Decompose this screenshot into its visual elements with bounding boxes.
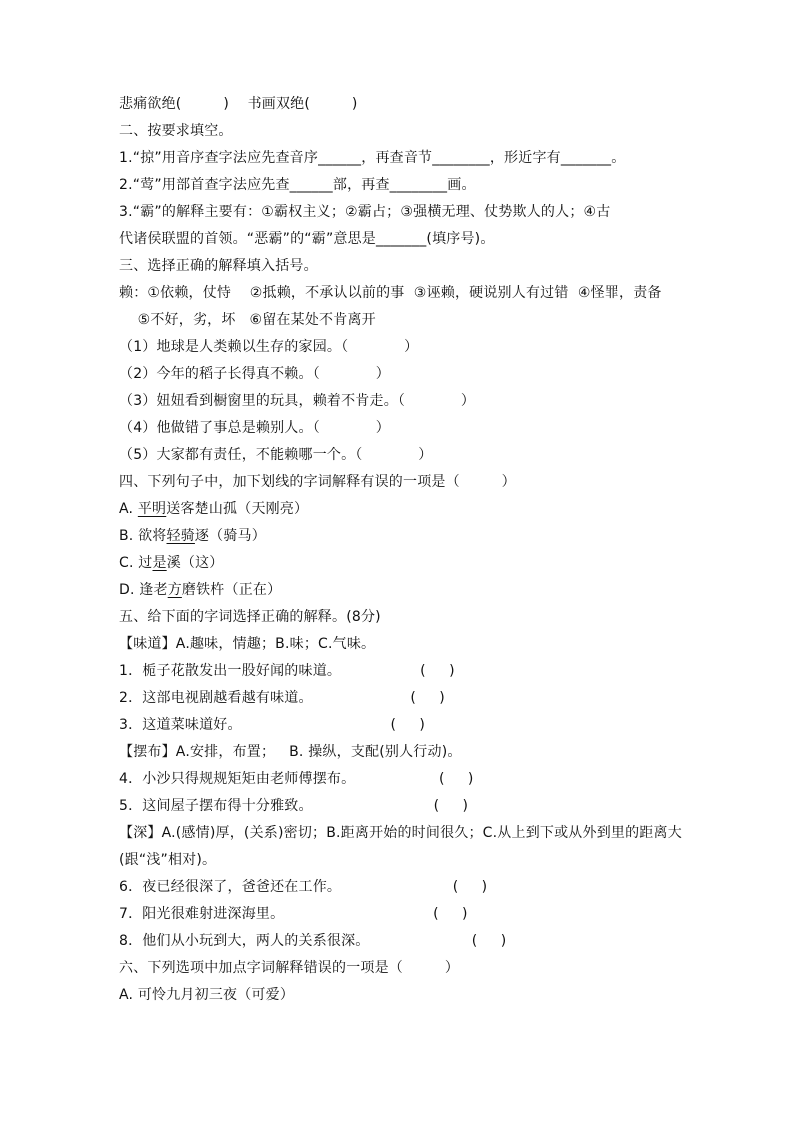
question-3-1: （1）地球是人类赖以生存的家园。（ ） — [119, 339, 419, 355]
question-2-3-part1: 3.“霸”的解释主要有：①霸权主义；②霸占；③强横无理、仗势欺人的人；④古 — [119, 204, 611, 220]
section-6-heading: 六、下列选项中加点字词解释错误的一项是（ ） — [119, 960, 460, 976]
question-5-5: 5．这间屋子摆布得十分雅致。 ( ) — [119, 798, 469, 814]
underlined-word: 是 — [152, 555, 167, 571]
option-4-c: C. 过是溪（这） — [119, 555, 224, 571]
question-2-2: 2.“莺”用部首查字法应先查______部，再查________画。 — [119, 177, 476, 193]
question-5-8: 8．他们从小玩到大，两人的关系很深。 ( ) — [119, 933, 507, 949]
question-5-7: 7．阳光很难射进深海里。 ( ) — [119, 906, 468, 922]
lai-definitions-1: 赖：①依赖，仗恃 ②抵赖，不承认以前的事 ③诬赖，硬说别人有过错 ④怪罪，责备 — [119, 285, 662, 301]
underlined-word: 方 — [167, 582, 182, 598]
question-5-1: 1．栀子花散发出一股好闻的味道。 ( ) — [119, 663, 455, 679]
section-4-heading: 四、下列句子中，加下划线的字词解释有误的一项是（ ） — [119, 474, 516, 490]
shen-definitions-2: (跟“浅”相对)。 — [119, 852, 217, 868]
question-3-5: （5）大家都有责任，不能赖哪一个。（ ） — [119, 447, 433, 463]
lai-definitions-2: ⑤不好，劣，坏 ⑥留在某处不肯离开 — [119, 312, 376, 328]
option-6-a: A. 可怜九月初三夜（可爱） — [119, 987, 295, 1003]
question-5-4: 4．小沙只得规规矩矩由老师傅摆布。 ( ) — [119, 771, 474, 787]
baibu-definitions: 【摆布】A.安排，布置； B. 操纵，支配(别人行动)。 — [119, 744, 462, 760]
section-2-heading: 二、按要求填空。 — [119, 123, 233, 139]
question-5-6: 6．夜已经很深了，爸爸还在工作。 ( ) — [119, 879, 488, 895]
question-3-2: （2）今年的稻子长得真不赖。（ ） — [119, 366, 390, 382]
question-5-2: 2．这部电视剧越看越有味道。 ( ) — [119, 690, 445, 706]
question-5-3: 3．这道菜味道好。 ( ) — [119, 717, 426, 733]
question-2-3-part2: 代诸侯联盟的首领。“恶霸”的“霸”意思是_______(填序号)。 — [119, 231, 495, 247]
text-line-idiom-blanks: 悲痛欲绝( ) 书画双绝( ) — [119, 96, 358, 112]
underlined-word: 轻骑 — [166, 528, 195, 544]
section-3-heading: 三、选择正确的解释填入括号。 — [119, 258, 318, 274]
question-3-4: （4）他做错了事总是赖别人。（ ） — [119, 420, 390, 436]
question-3-3: （3）妞妞看到橱窗里的玩具，赖着不肯走。（ ） — [119, 393, 476, 409]
underlined-word: 平明 — [137, 501, 167, 517]
option-4-a: A. 平明送客楚山孤（天刚亮） — [119, 501, 309, 517]
section-5-heading: 五、给下面的字词选择正确的解释。(8分) — [119, 609, 381, 625]
option-4-d: D. 逢老方磨铁杵（正在） — [119, 582, 282, 598]
option-4-b: B. 欲将轻骑逐（骑马） — [119, 528, 266, 544]
shen-definitions-1: 【深】A.(感情)厚，(关系)密切；B.距离开始的时间很久；C.从上到下或从外到里的距离大 — [119, 825, 682, 841]
weidao-definitions: 【味道】A.趣味，情趣；B.味；C.气味。 — [119, 636, 376, 652]
question-2-1: 1.“掠”用音序查字法应先查音序______，再查音节________，形近字有_______。 — [119, 150, 626, 166]
